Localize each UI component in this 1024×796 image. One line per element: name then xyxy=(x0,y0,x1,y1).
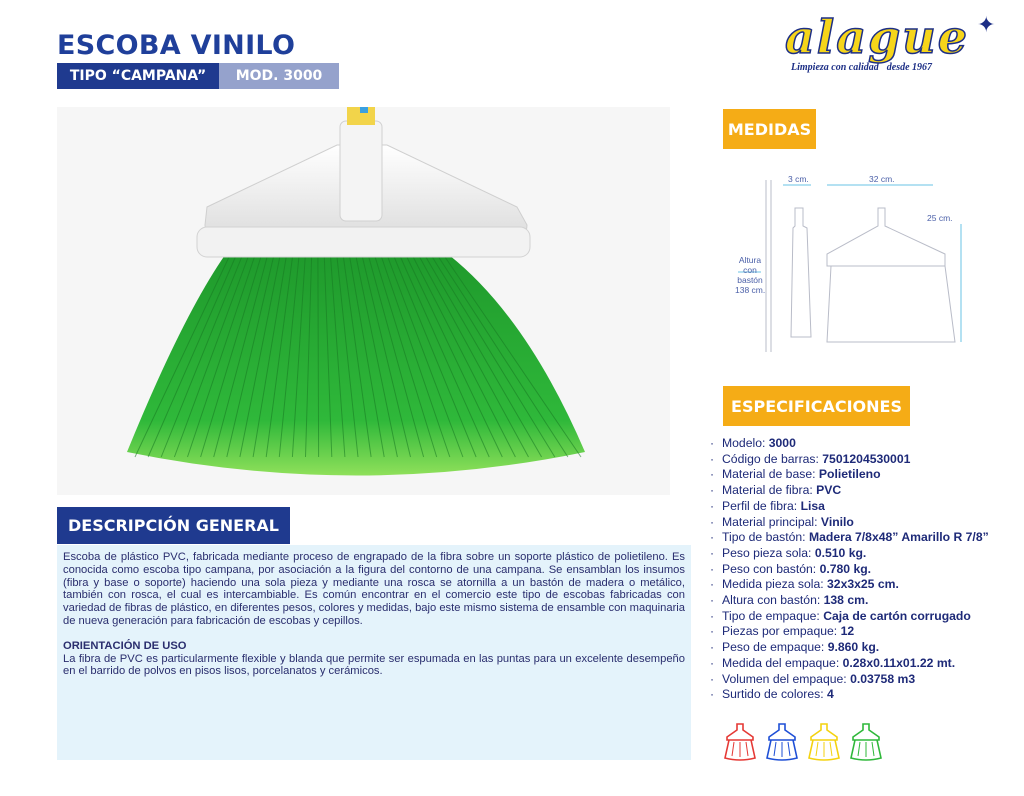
spec-value: 0.780 kg. xyxy=(819,561,872,576)
head-width-label: 32 cm. xyxy=(869,174,895,184)
spec-item xyxy=(708,436,998,452)
spec-label: Modelo: xyxy=(722,436,769,450)
spec-label: Piezas por empaque: xyxy=(722,624,841,639)
color-swatches xyxy=(722,722,884,762)
product-photo xyxy=(57,107,670,495)
spec-label: Volumen del empaque: xyxy=(722,671,851,686)
sparkle-icon: ✦ xyxy=(977,12,996,37)
product-title: ESCOBA VINILO xyxy=(57,30,296,61)
spec-label: Altura con bastón: xyxy=(722,593,824,608)
specs-list xyxy=(708,436,998,703)
spec-item xyxy=(708,624,998,640)
handle-width-label: 3 cm. xyxy=(788,174,809,184)
spec-item xyxy=(708,577,998,593)
spec-label: Material de base: xyxy=(722,467,819,482)
product-type-tag: TIPO “CAMPANA” xyxy=(57,63,219,89)
spec-value: Madera 7/8x48” Amarillo R 7/8” xyxy=(808,530,989,545)
spec-label: Peso de empaque: xyxy=(722,640,828,655)
spec-item xyxy=(708,452,998,468)
spec-value: 0.510 kg. xyxy=(814,545,867,560)
spec-label: Peso con bastón: xyxy=(722,561,820,576)
logo-wordmark: alague xyxy=(785,10,969,64)
spec-label: Peso pieza sola: xyxy=(722,545,815,560)
spec-value: 7501204530001 xyxy=(822,451,911,466)
total-height-line-2: con xyxy=(743,265,757,275)
spec-label: Material de fibra: xyxy=(722,483,817,498)
uso-title: ORIENTACIÓN DE USO xyxy=(63,639,187,652)
spec-item xyxy=(708,499,998,515)
spec-value: 32x3x25 cm. xyxy=(827,577,899,592)
spec-item xyxy=(708,530,998,546)
spec-item xyxy=(708,515,998,531)
descripcion-header: DESCRIPCIÓN GENERAL xyxy=(57,507,290,544)
color-swatch-broom-icon xyxy=(806,722,842,762)
especificaciones-header: ESPECIFICACIONES xyxy=(723,386,910,426)
spec-item xyxy=(708,672,998,688)
uso-text: La fibra de PVC es particularmente flexible y blanda que permite ser espumada en las puntas para un excelente desempeño en el barrido de polvos en pisos lisos, porcelanatos y cerámicos. xyxy=(63,652,685,678)
spec-label: Tipo de empaque: xyxy=(722,608,824,623)
spec-value: 12 xyxy=(840,624,855,639)
description-box xyxy=(57,545,691,760)
spec-label: Medida del empaque: xyxy=(722,655,843,670)
spec-value: Caja de cartón corrugado xyxy=(823,608,971,623)
logo-tagline-text: Limpieza con calidad xyxy=(791,62,879,73)
spec-label: Surtido de colores: xyxy=(722,687,828,702)
brand-logo xyxy=(775,10,1015,78)
total-height-label xyxy=(735,255,765,295)
spec-value: PVC xyxy=(816,483,842,498)
spec-item xyxy=(708,483,998,499)
product-tag-bar xyxy=(57,63,339,89)
spec-value: 138 cm. xyxy=(823,593,869,608)
spec-value: Lisa xyxy=(800,498,825,513)
total-height-line-4: 138 cm. xyxy=(735,285,766,295)
spec-label: Material principal: xyxy=(722,514,821,529)
spec-label: Código de barras: xyxy=(722,451,823,466)
logo-tagline xyxy=(791,62,932,73)
spec-label: Tipo de bastón: xyxy=(722,530,809,545)
dimensions-diagram xyxy=(723,162,993,362)
spec-value: 9.860 kg. xyxy=(827,640,880,655)
spec-item xyxy=(708,546,998,562)
broom-illustration xyxy=(57,107,670,495)
description-text: Escoba de plástico PVC, fabricada mediante proceso de engrapado de la fibra sobre un soporte plástico de polietileno. Es conocida como escoba tipo campana, por asociación a la figura del contorno de una campana. Se ensamblan los insumos (fibra y base o soporte) haciendo una sola pieza y mediante una rosca se atornilla a un bastón de madera o metálico, también con rosca, el cual es intercambiable. Es común encontrar en el comercio este tipo de escobas fabricadas con variedad de fibras de plástico, en diferentes pesos, colores y medidas, bajo este mismo sistema de ensamble con maquinaria de nueva generación para fabricación de escobas y cepillos. xyxy=(63,551,685,627)
color-swatch-broom-icon xyxy=(848,722,884,762)
spec-item xyxy=(708,562,998,578)
spec-item xyxy=(708,467,998,483)
total-height-line-1: Altura xyxy=(738,255,762,265)
spec-item xyxy=(708,656,998,672)
spec-item xyxy=(708,593,998,609)
spec-value: 0.03758 m3 xyxy=(850,671,916,686)
spec-value: Vinilo xyxy=(820,514,854,529)
head-height-label: 25 cm. xyxy=(927,213,953,223)
color-swatch-broom-icon xyxy=(722,722,758,762)
spec-value: Polietileno xyxy=(818,467,881,482)
spec-label: Medida pieza sola: xyxy=(722,577,828,592)
spec-value: 0.28x0.11x01.22 mt. xyxy=(842,655,956,670)
total-height-line-3: bastón xyxy=(737,275,763,285)
spec-label: Perfil de fibra: xyxy=(722,498,801,513)
logo-since-text: desde 1967 xyxy=(886,62,933,73)
spec-value: 4 xyxy=(827,687,834,702)
spec-item xyxy=(708,687,998,703)
spec-item xyxy=(708,640,998,656)
spec-value: 3000 xyxy=(768,436,796,450)
color-swatch-broom-icon xyxy=(764,722,800,762)
medidas-header: MEDIDAS xyxy=(723,109,816,149)
spec-item xyxy=(708,609,998,625)
product-model-tag: MOD. 3000 xyxy=(219,63,339,89)
